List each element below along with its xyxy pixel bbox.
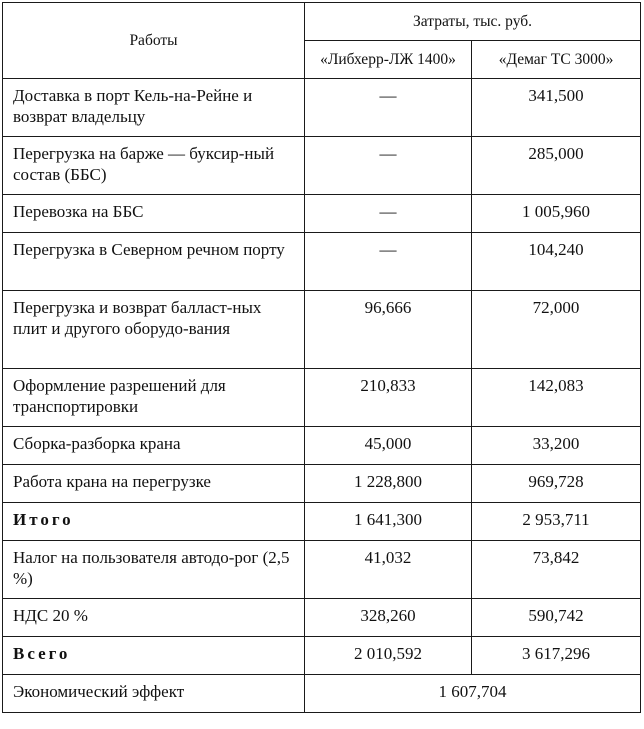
row-label: Всего: [3, 637, 305, 675]
table-row: [3, 427, 641, 465]
subtotal-row: [3, 503, 641, 541]
cost-liebherr: 1 641,300: [305, 503, 472, 541]
cost-demag: 969,728: [472, 465, 641, 503]
economic-effect-value: 1 607,704: [305, 675, 641, 713]
cost-liebherr: 45,000: [305, 427, 472, 465]
cost-demag: 73,842: [472, 541, 641, 599]
cost-liebherr: 96,666: [305, 291, 472, 369]
economic-effect-row: [3, 675, 641, 713]
table-row: [3, 137, 641, 195]
cost-demag: 1 005,960: [472, 195, 641, 233]
crane-b-column-header: «Демаг ТС 3000»: [472, 41, 641, 79]
cost-liebherr: —: [305, 137, 472, 195]
row-label: Перегрузка и возврат балласт-ных плит и другого оборудо-вания: [3, 291, 305, 369]
cost-demag: 590,742: [472, 599, 641, 637]
cost-demag: 33,200: [472, 427, 641, 465]
table-row: [3, 195, 641, 233]
table-row: [3, 233, 641, 291]
row-label: Итого: [3, 503, 305, 541]
table-row: [3, 291, 641, 369]
cost-liebherr: —: [305, 195, 472, 233]
row-label: Оформление разрешений для транспортировки: [3, 369, 305, 427]
cost-liebherr: 1 228,800: [305, 465, 472, 503]
row-label: Перевозка на ББС: [3, 195, 305, 233]
cost-demag: 285,000: [472, 137, 641, 195]
cost-liebherr: 41,032: [305, 541, 472, 599]
row-label: Перегрузка на барже — буксир-ный состав (ББС): [3, 137, 305, 195]
table-row: [3, 465, 641, 503]
cost-liebherr: 2 010,592: [305, 637, 472, 675]
cost-demag: 341,500: [472, 79, 641, 137]
cost-demag: 3 617,296: [472, 637, 641, 675]
table-row: [3, 599, 641, 637]
cost-liebherr: —: [305, 79, 472, 137]
row-label: Перегрузка в Северном речном порту: [3, 233, 305, 291]
cost-demag: 72,000: [472, 291, 641, 369]
economic-effect-label: Экономический эффект: [3, 675, 305, 713]
row-label: Налог на пользователя автодо-рог (2,5 %): [3, 541, 305, 599]
cost-liebherr: —: [305, 233, 472, 291]
cost-comparison-table: [2, 2, 641, 713]
cost-liebherr: 210,833: [305, 369, 472, 427]
cost-liebherr: 328,260: [305, 599, 472, 637]
table-row: [3, 541, 641, 599]
row-label: НДС 20 %: [3, 599, 305, 637]
cost-demag: 104,240: [472, 233, 641, 291]
works-column-header: Работы: [3, 3, 305, 79]
crane-a-column-header: «Либхерр-ЛЖ 1400»: [305, 41, 472, 79]
total-row: [3, 637, 641, 675]
cost-demag: 142,083: [472, 369, 641, 427]
row-label: Сборка-разборка крана: [3, 427, 305, 465]
costs-column-header: Затраты, тыс. руб.: [305, 3, 641, 41]
row-label: Доставка в порт Кель-на-Рейне и возврат владельцу: [3, 79, 305, 137]
cost-demag: 2 953,711: [472, 503, 641, 541]
row-label: Работа крана на перегрузке: [3, 465, 305, 503]
table-row: [3, 369, 641, 427]
table-row: [3, 79, 641, 137]
table-header-row: [3, 3, 641, 41]
